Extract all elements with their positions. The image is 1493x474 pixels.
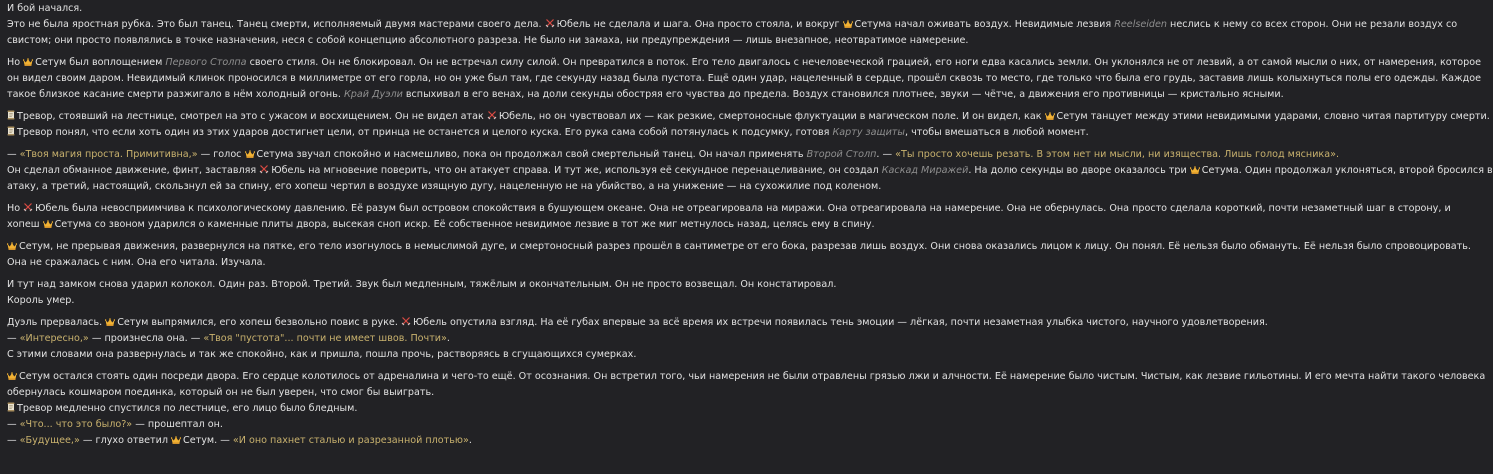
dialogue-quote: «Твоя магия проста. Примитивна,» — [19, 149, 198, 160]
crossed-swords-icon — [545, 18, 555, 28]
text-line: Она не сражалась с ним. Она его читала. Изучала. — [7, 257, 266, 268]
text-line: И бой начался. — [7, 3, 83, 14]
text-line: атаку, а третий, настоящий, скользнул ей за спину, его хопеш чертил в воздухе изящную дугу, нацеленную не на убийство, а на унижение — на сухожилие под коленом. — [7, 181, 882, 192]
dialogue-quote: «Твоя "пустота"... почти не имеет швов. Почти» — [203, 333, 447, 344]
crown-icon — [7, 372, 17, 380]
paragraph-7 — [7, 277, 1419, 309]
crossed-swords-icon — [259, 164, 269, 174]
crossed-swords-icon — [487, 110, 497, 120]
text-line: обернулась кошмаром поединка, который он не был уверен, что смог бы выиграть. — [7, 387, 435, 398]
dialogue-quote: «Будущее,» — [19, 435, 80, 446]
text-line: И тут над замком снова ударил колокол. Один раз. Второй. Третий. Звук был медленным, тяжёлым и окончательным. Он не просто возвещал. Он констатировал. — [7, 279, 837, 290]
dialogue-quote: «Что... что это было?» — [19, 419, 133, 430]
scroll-icon — [7, 110, 15, 120]
paragraph-3 — [7, 109, 1490, 141]
text-line: хопеш Сетума со звоном ударился о каменные плиты двора, высекая сноп искр. Её собственное невидимое лезвие в тот же миг метнулось назад, целясь ему в спину. — [7, 219, 875, 230]
text-line: — «Будущее,» — глухо ответил Сетум. — «И оно пахнет сталью и разрезанной плотью». — [7, 435, 472, 446]
dialogue-quote: «Интересно,» — [19, 333, 89, 344]
scroll-icon — [7, 126, 15, 136]
paragraph-1 — [7, 1, 1458, 49]
paragraph-8 — [7, 315, 1419, 363]
text-line: Тревор медленно спустился по лестнице, его лицо было бледным. — [7, 401, 1419, 417]
text-line: С этими словами она развернулась и так же спокойно, как и пришла, пошла прочь, растворяясь в сгущающихся сумерках. — [7, 349, 637, 360]
text-line: свистом; они просто появлялись в точке назначения, неся с собой концепцию абсолютного разреза. Не было ни замаха, ни предупреждения — лишь внезапное, неотвратимое намерение. — [7, 35, 969, 46]
crown-icon — [43, 220, 53, 228]
dialogue-quote: «Ты просто хочешь резать. В этом нет ни мысли, ни изящества. Лишь голод мясника». — [895, 149, 1340, 160]
crossed-swords-icon — [401, 316, 411, 326]
text-line: он видел своим даром. Невидимый клинок проносился в миллиметре от его горла, но он уже был там, где секунду назад была пустота. Ещё один удар, нацеленный в сердце, прошёл сквозь то место, где только что была его грудь, заставив лишь колыхнуться полы его одежды. Каждое — [7, 73, 1482, 84]
text-line: Но Сетум был воплощением Первого Столпа своего стиля. Он не блокировал. Он не встречал силу силой. Он превратился в поток. Его тело двигалось с нечеловеческой грацией, его ноги едва касались земли. Он уклонялся не от лезвий, а от самой мысли о них, от намерения, которое — [7, 57, 1481, 68]
paragraph-9 — [7, 369, 1486, 449]
text-line: Дуэль прервалась. Сетум выпрямился, его хопеш безвольно повис в руке. Юбель опустила взгляд. На её губах впервые за всё время их встречи появилась тень эмоции — лёгкая, почти незаметная улыбка чистого, научного удовлетворения. — [7, 317, 1268, 328]
text-line: — «Твоя магия проста. Примитивна,» — голос Сетума звучал спокойно и насмешливо, пока он продолжал свой смертельный танец. Он начал применять Второй Столп. — «Ты просто хочешь резать. В этом нет ни мысли, ни изящества. Лишь голод мясника». — [7, 149, 1340, 160]
text-line: Король умер. — [7, 295, 75, 306]
text-line: Но Юбель была невосприимчива к психологическому давлению. Её разум был островом спокойствия в бушующем океане. Она не отреагировала на миражи. Она отреагировала на намерение. Она не обернулась. Она просто сделала короткий, почти незаметный шаг в сторону, и — [7, 203, 1451, 214]
paragraph-5 — [7, 201, 1451, 233]
crown-icon — [1190, 166, 1200, 174]
crossed-swords-icon — [23, 202, 33, 212]
paragraph-6 — [7, 239, 1471, 271]
text-line: Сетум остался стоять один посреди двора. Его сердце колотилось от адреналина и чего-то ещё. От осознания. Он встретил того, чьи намерения не были отравлены грязью лжи и алчности. Её намерение было чистым. Чистым, как лезвие гильотины. И его мечта найти такого человека — [7, 369, 1419, 385]
crown-icon — [245, 150, 255, 158]
text-line: — «Что... что это было?» — прошептал он. — [7, 419, 223, 430]
crown-icon — [7, 242, 17, 250]
technique-name: Край Дуэли — [343, 89, 403, 100]
paragraph-4 — [7, 147, 1493, 195]
technique-name: Первого Столпа — [165, 57, 247, 68]
text-line: Тревор понял, что если хоть один из этих ударов достигнет цели, от принца не останется и целого куска. Его рука сама собой потянулась к подсумку, готовя Карту защиты, чтобы вмешаться в любой момент. — [7, 125, 1419, 141]
text-line: Это не была яростная рубка. Это был танец. Танец смерти, исполняемый двумя мастерами своего дела. Юбель не сделала и шага. Она просто стояла, и вокруг Сетума начал оживать воздух. Невидимые лезвия Reelseiden неслись к нему со всех сторон. Они не резали воздух со — [7, 19, 1458, 30]
crown-icon — [23, 58, 33, 66]
dialogue-quote: «И оно пахнет сталью и разрезанной плотью» — [232, 435, 469, 446]
text-line: — «Интересно,» — произнесла она. — «Твоя "пустота"... почти не имеет швов. Почти». — [7, 333, 450, 344]
crown-icon — [105, 318, 115, 326]
text-line: Тревор, стоявший на лестнице, смотрел на это с ужасом и восхищением. Он не видел атак Юбель, но он чувствовал их — как резкие, смертоносные флуктуации в магическом поле. И он видел, как Сетум танцует между этими невидимыми ударами, словно читая партитуру смерти. — [7, 109, 1419, 125]
spell-name: Reelseiden — [1114, 19, 1167, 30]
paragraph-2 — [7, 55, 1482, 103]
text-line: такое близкое касание смерти разжигало в нём холодный огонь. Край Дуэли вспыхивал в его венах, на доли секунды обостряя его чувства до предела. Воздух становился плотнее, звуки — чётче, а движения его противницы — кристально ясными. — [7, 89, 1284, 100]
crown-icon — [1045, 112, 1055, 120]
technique-name: Каскад Миражей — [881, 165, 969, 176]
scroll-icon — [7, 402, 15, 412]
crown-icon — [843, 20, 853, 28]
crown-icon — [171, 436, 181, 444]
technique-name: Второй Столп — [806, 149, 877, 160]
text-line: Он сделал обманное движение, финт, заставляя Юбель на мгновение поверить, что он атакует справа. И тут же, используя её секундное перенацеливание, он создал Каскад Миражей. На долю секунды во дворе оказалось три Сетума. Один продолжал уклоняться, второй бросился в — [7, 165, 1493, 176]
text-line: Сетум, не прерывая движения, развернулся на пятке, его тело изогнулось в немыслимой дуге, и смертоносный разрез прошёл в сантиметре от его бока, разрезав лишь воздух. Они снова оказались лицом к лицу. Он понял. Её нельзя было обмануть. Её нельзя было спровоцировать. — [7, 239, 1419, 255]
item-name: Карту защиты — [832, 127, 905, 138]
